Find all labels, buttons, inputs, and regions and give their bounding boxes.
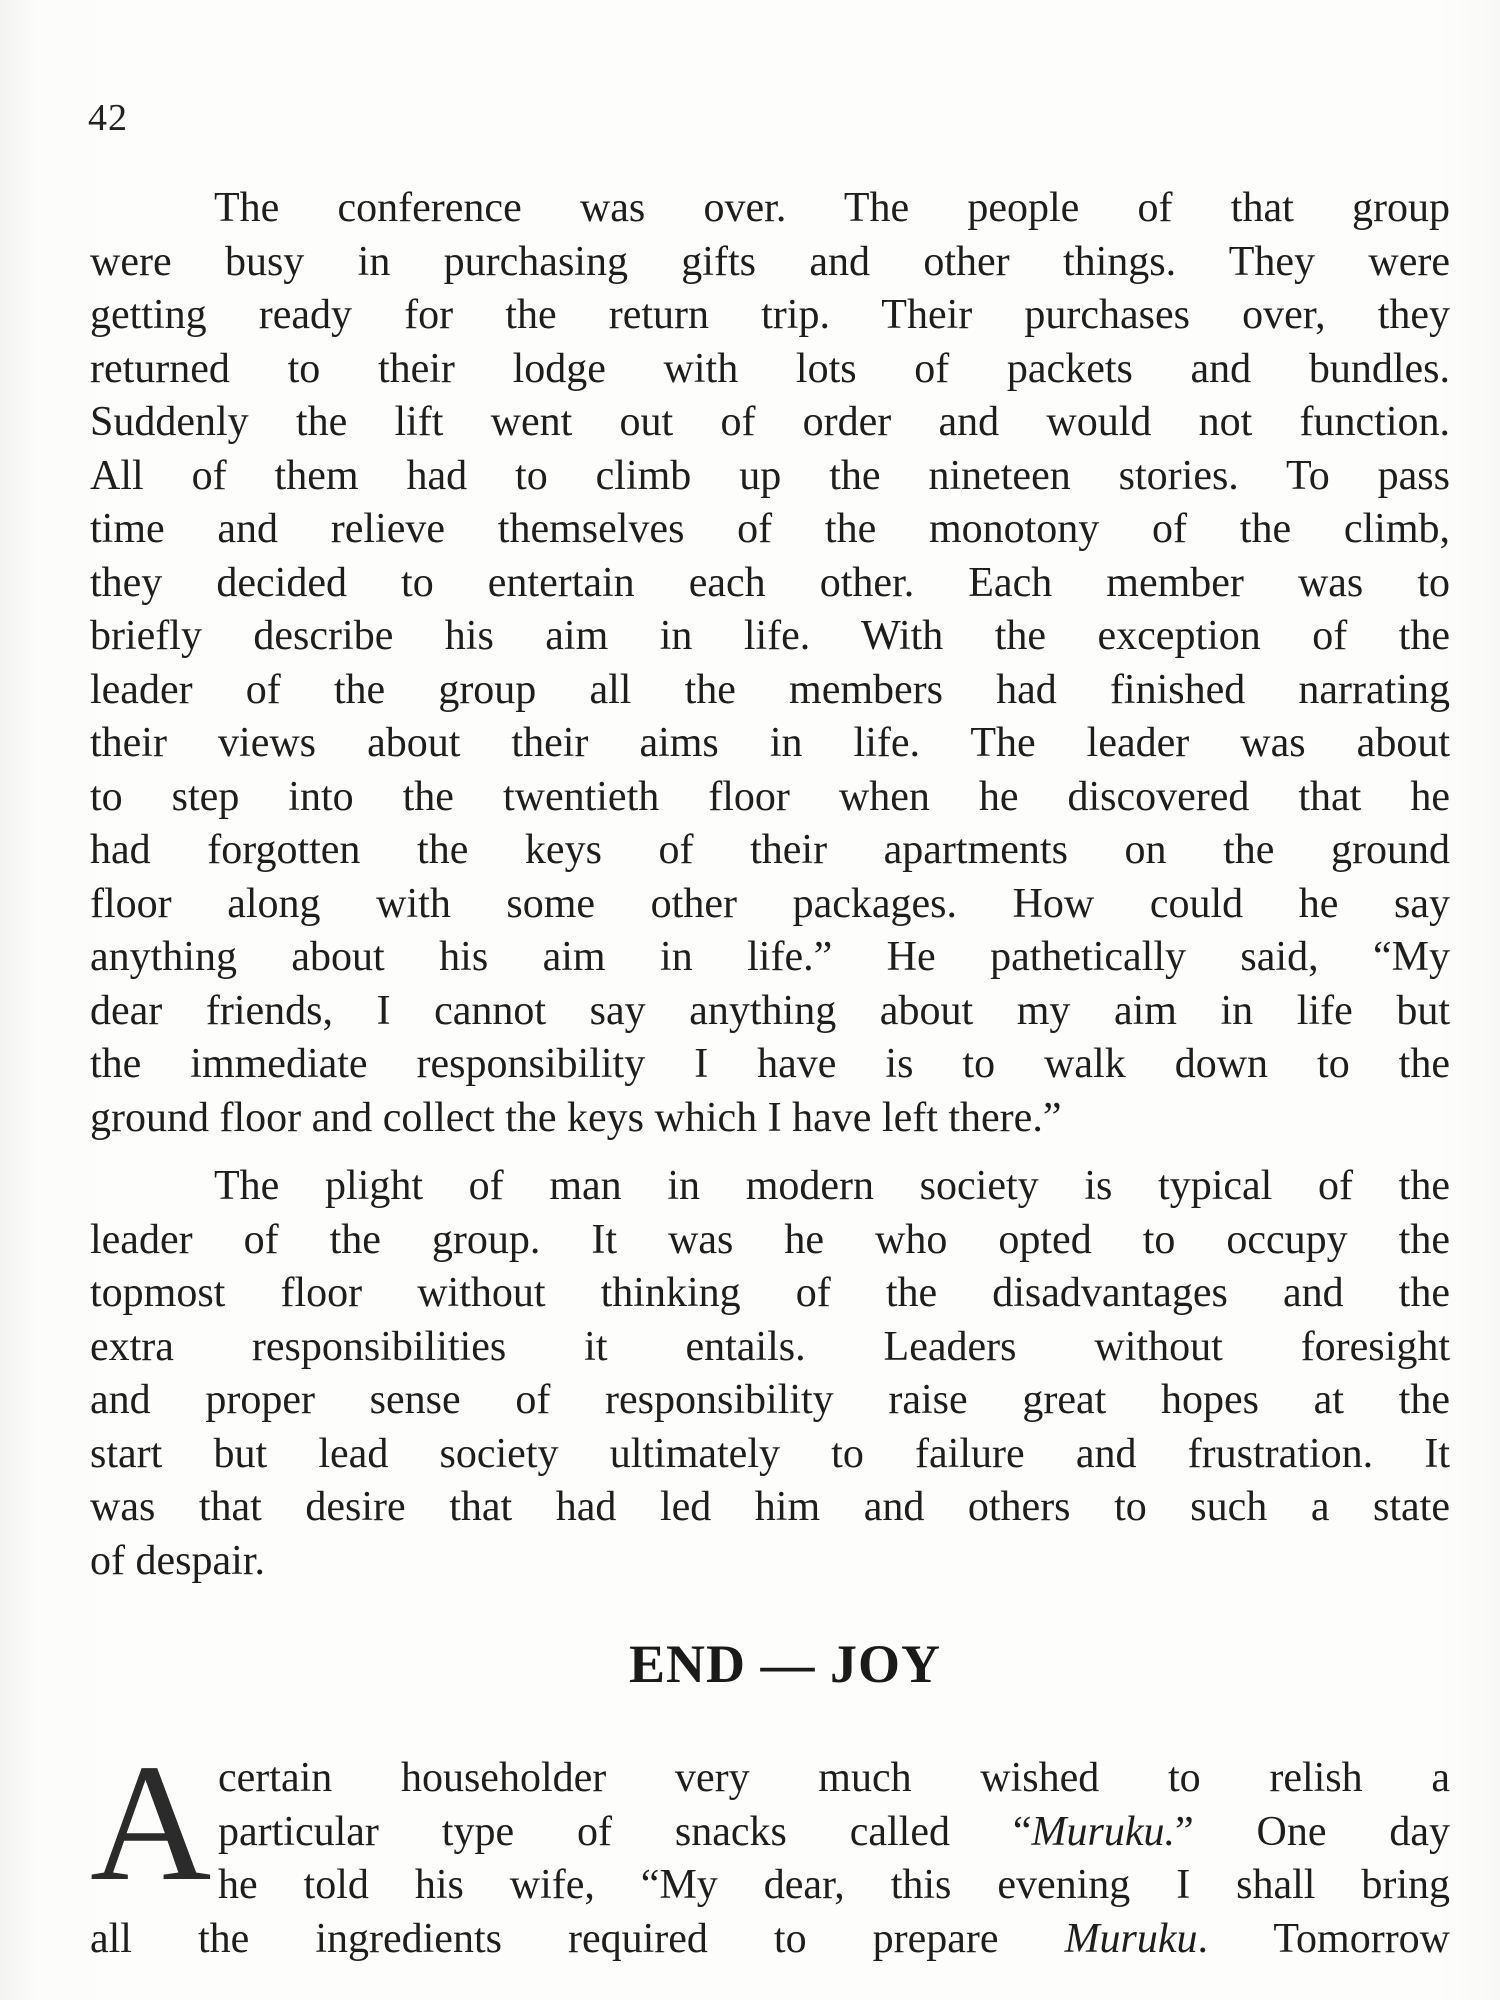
- drop-cap: A: [90, 1730, 212, 1916]
- text-line: briefly describe his aim in life. With the exception of the: [90, 613, 1450, 659]
- text-line: and proper sense of responsibility raise great hopes at the: [90, 1377, 1450, 1423]
- text-line: floor along with some other packages. How could he say: [90, 880, 1450, 927]
- text-line: topmost floor without thinking of the disadvantages and the: [90, 1270, 1450, 1316]
- story-paragraph: [90, 1752, 1450, 1966]
- text-line: All of them had to climb up the nineteen stories. To pass: [90, 452, 1450, 499]
- text-line: getting ready for the return trip. Their purchases over, they: [90, 292, 1450, 338]
- text-line: [90, 1913, 1450, 1967]
- text-line: Suddenly the lift went out of order and would not function.: [90, 399, 1450, 445]
- text-line: certain householder very much wished to relish a: [218, 1755, 1450, 1801]
- text-line: he told his wife, “My dear, this evening I shall bring: [218, 1862, 1450, 1908]
- text-line: The plight of man in modern society is typical of the: [214, 1163, 1450, 1209]
- paragraph-plight: [90, 1160, 1450, 1588]
- text-line: returned to their lodge with lots of packets and bundles.: [90, 345, 1450, 392]
- text-line: leader of the group. It was he who opted to occupy the: [90, 1216, 1450, 1263]
- text-fragment: all the ingredients required to prepare: [90, 1915, 1065, 1962]
- text-line: of despair.: [90, 1537, 265, 1584]
- text-fragment: ” One day: [1174, 1808, 1451, 1855]
- paragraph-conference: [90, 182, 1450, 1145]
- text-line: [90, 1806, 1450, 1860]
- text-line: had forgotten the keys of their apartments on the ground: [90, 827, 1450, 873]
- text-fragment: particular type of snacks called “: [218, 1808, 1032, 1855]
- text-line: they decided to entertain each other. Each member was to: [90, 559, 1450, 606]
- text-line: were busy in purchasing gifts and other things. They were: [90, 238, 1450, 285]
- text-line: leader of the group all the members had finished narrating: [90, 666, 1450, 713]
- text-fragment: . Tomorrow: [1197, 1915, 1451, 1962]
- italic-word: Muruku.: [1031, 1808, 1175, 1855]
- section-heading: [0, 1633, 1500, 1695]
- text-line: to step into the twentieth floor when he discovered that he: [90, 773, 1450, 820]
- text-line: start but lead society ultimately to failure and frustration. It: [90, 1430, 1450, 1477]
- text-line: dear friends, I cannot say anything about my aim in life but: [90, 987, 1450, 1034]
- text-line: The conference was over. The people of that group: [214, 185, 1450, 231]
- text-line: ground floor and collect the keys which I have left there.”: [90, 1094, 1062, 1141]
- text-line: extra responsibilities it entails. Leaders without foresight: [90, 1323, 1450, 1370]
- text-line: the immediate responsibility I have is to walk down to the: [90, 1041, 1450, 1087]
- text-line: anything about his aim in life.” He pathetically said, “My: [90, 934, 1450, 980]
- text-line: was that desire that had led him and others to such a state: [90, 1484, 1450, 1530]
- text-line: time and relieve themselves of the monotony of the climb,: [90, 506, 1450, 552]
- italic-word: Muruku: [1064, 1915, 1198, 1962]
- text-line: their views about their aims in life. The leader was about: [90, 720, 1450, 766]
- page-number: 42: [88, 97, 128, 139]
- heading-text: END — JOY: [628, 1634, 941, 1694]
